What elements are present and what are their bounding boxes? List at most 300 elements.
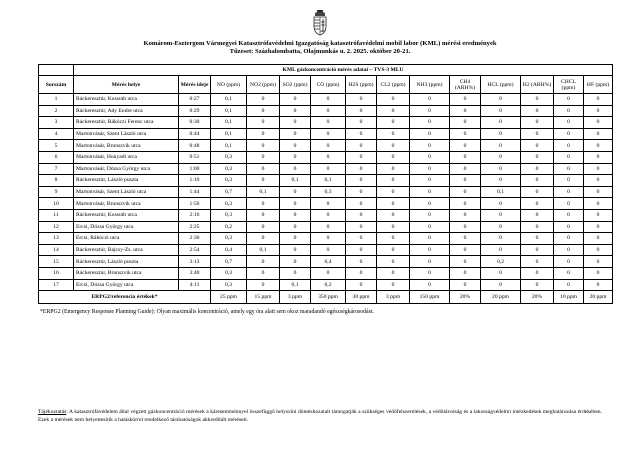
row-number: 16: [39, 267, 74, 279]
gas-value: 0: [481, 279, 521, 291]
gas-value: 0: [584, 117, 613, 129]
gas-value: 0: [554, 233, 584, 245]
gas-value: 0: [521, 198, 554, 210]
gas-value: 0: [410, 256, 450, 268]
gas-value: 0: [554, 117, 584, 129]
gas-value: 0: [280, 267, 311, 279]
gas-value: 0: [311, 128, 346, 140]
row-number: 4: [39, 128, 74, 140]
gas-value: 0: [346, 267, 377, 279]
gas-value: 0: [377, 151, 410, 163]
gas-value: 0,2: [311, 279, 346, 291]
table-corner-cell: [39, 65, 74, 76]
gas-value: 0: [584, 128, 613, 140]
gas-value: 0: [481, 128, 521, 140]
erpg-value: 20%: [521, 291, 554, 304]
measurement-time: 0:30: [179, 117, 211, 129]
erpg-label: ERPG2/referencia értékek*: [39, 291, 211, 304]
gas-value: 0: [521, 175, 554, 187]
measurement-location: Martonvásár, Dózsa György utca: [74, 163, 179, 175]
gas-value: 0: [554, 256, 584, 268]
gas-value: 0: [450, 267, 481, 279]
gas-value: 0: [584, 186, 613, 198]
row-number: 13: [39, 233, 74, 245]
gas-value: 0: [450, 105, 481, 117]
gas-value: 0: [377, 175, 410, 187]
measurement-time: 2:30: [179, 233, 211, 245]
col-header-no: NO (ppm): [211, 76, 247, 94]
gas-value: 0: [481, 233, 521, 245]
gas-value: 0: [311, 151, 346, 163]
gas-value: 0: [554, 128, 584, 140]
gas-value: 0: [247, 151, 280, 163]
table-row: [39, 256, 613, 268]
gas-value: 0: [521, 128, 554, 140]
col-header-so2: SO2 (ppm): [280, 76, 311, 94]
disclaimer: [38, 409, 602, 424]
col-header-meres-helye: Mérés helye: [74, 76, 179, 94]
row-number: 15: [39, 256, 74, 268]
gas-value: 0: [481, 244, 521, 256]
gas-value: 0: [280, 186, 311, 198]
gas-value: 0: [521, 221, 554, 233]
gas-value: 0,3: [211, 151, 247, 163]
measurement-time: 3:40: [179, 267, 211, 279]
measurement-location: Martonvásár, Szent László utca: [74, 128, 179, 140]
gas-value: 0: [481, 267, 521, 279]
table-row: [39, 140, 613, 152]
gas-value: 0: [247, 221, 280, 233]
gas-value: 0: [410, 209, 450, 221]
row-number: 14: [39, 244, 74, 256]
gas-value: 0: [584, 140, 613, 152]
gas-value: 0: [554, 209, 584, 221]
gas-value: 0: [410, 198, 450, 210]
table-row: [39, 244, 613, 256]
gas-value: 0: [450, 233, 481, 245]
gas-value: 0: [280, 117, 311, 129]
gas-value: 0: [584, 209, 613, 221]
col-header-h2: H2 (ARH%): [521, 76, 554, 94]
erpg-value: 20 ppm: [481, 291, 521, 304]
gas-value: 0: [377, 128, 410, 140]
gas-value: 0: [521, 117, 554, 129]
gas-value: 0: [280, 128, 311, 140]
gas-value: 0: [280, 94, 311, 106]
measurement-location: Martonvásár, Brunszvik utca: [74, 140, 179, 152]
gas-value: 0,3: [211, 267, 247, 279]
gas-value: 0: [247, 256, 280, 268]
table-row: [39, 279, 613, 291]
table-row: [39, 233, 613, 245]
gas-value: 0: [377, 117, 410, 129]
gas-value: 0: [377, 256, 410, 268]
gas-value: 0: [280, 163, 311, 175]
table-row: [39, 209, 613, 221]
gas-value: 0: [521, 105, 554, 117]
measurement-location: Martonvásár, Szent László utca: [74, 186, 179, 198]
measurement-time: 1:44: [179, 186, 211, 198]
measurement-time: 0:27: [179, 94, 211, 106]
gas-value: 0: [410, 244, 450, 256]
gas-value: 0: [554, 186, 584, 198]
gas-value: 0: [377, 233, 410, 245]
gas-value: 0: [346, 256, 377, 268]
gas-value: 0: [521, 186, 554, 198]
gas-value: 0: [311, 94, 346, 106]
gas-value: 0: [346, 186, 377, 198]
gas-value: 0: [311, 244, 346, 256]
report-title: Komárom-Esztergom Vármegyei Katasztrófavédelmi Igazgatóság katasztrófavédelmi mobil labor (KML) mérési eredmények: [143, 40, 497, 47]
erpg-value: 20 ppm: [584, 291, 613, 304]
measurement-time: 3:13: [179, 256, 211, 268]
gas-value: 0: [377, 198, 410, 210]
erpg-footnote: *ERPG2 (Emergency Response Planning Guide): Olyan maximális koncentráció, amely egy óra alatt sem okoz maradandó egészségkárosodást.: [40, 309, 374, 315]
gas-value: 0: [450, 244, 481, 256]
gas-value: 0: [554, 105, 584, 117]
col-header-ch4: CH4 (ARH%): [450, 76, 481, 94]
col-header-chcl: CHCL (ppm): [554, 76, 584, 94]
erpg-value: 30 ppm: [346, 291, 377, 304]
gas-value: 0: [311, 117, 346, 129]
gas-value: 0: [377, 140, 410, 152]
column-header-row: [39, 76, 613, 94]
erpg-value: 15 ppm: [247, 291, 280, 304]
gas-value: 0,3: [211, 279, 247, 291]
gas-value: 0: [584, 256, 613, 268]
gas-value: 0: [410, 175, 450, 187]
gas-value: 0: [554, 221, 584, 233]
gas-value: 0: [311, 140, 346, 152]
table-row: [39, 267, 613, 279]
gas-value: 0: [584, 94, 613, 106]
gas-value: 0: [450, 198, 481, 210]
gas-value: 0: [311, 233, 346, 245]
gas-value: 0: [521, 256, 554, 268]
row-number: 7: [39, 163, 74, 175]
gas-value: 0: [521, 267, 554, 279]
gas-value: 0: [377, 94, 410, 106]
measurement-location: Martonvásár, Brunszvik utca: [74, 198, 179, 210]
row-number: 2: [39, 105, 74, 117]
col-header-meres-ideje: Mérés ideje: [179, 76, 211, 94]
measurement-location: Ráckeresztúr, Brunszvik utca: [74, 267, 179, 279]
gas-value: 0: [481, 94, 521, 106]
gas-value: 0: [280, 233, 311, 245]
measurement-time: 0:29: [179, 105, 211, 117]
gas-value: 0: [481, 198, 521, 210]
row-number: 8: [39, 175, 74, 187]
row-number: 9: [39, 186, 74, 198]
gas-value: 0: [377, 221, 410, 233]
row-number: 11: [39, 209, 74, 221]
col-header-co: CO (ppm): [311, 76, 346, 94]
col-header-cl2: CL2 (ppm): [377, 76, 410, 94]
col-header-hf: HF (ppm): [584, 76, 613, 94]
gas-value: 0,4: [211, 244, 247, 256]
gas-value: 0,2: [211, 221, 247, 233]
gas-value: 0: [450, 186, 481, 198]
gas-value: 0: [554, 151, 584, 163]
gas-value: 0: [280, 221, 311, 233]
gas-value: 0: [584, 233, 613, 245]
row-number: 10: [39, 198, 74, 210]
erpg-value: 3 ppm: [280, 291, 311, 304]
gas-value: 0: [450, 163, 481, 175]
gas-value: 0,1: [247, 186, 280, 198]
gas-value: 0: [346, 128, 377, 140]
gas-value: 0,7: [211, 186, 247, 198]
gas-value: 0: [450, 151, 481, 163]
gas-value: 0: [521, 140, 554, 152]
measurement-time: 0:44: [179, 128, 211, 140]
gas-value: 0: [410, 117, 450, 129]
table-row: [39, 221, 613, 233]
measurement-time: 0:51: [179, 151, 211, 163]
gas-value: 0,4: [311, 256, 346, 268]
gas-value: 0: [554, 198, 584, 210]
gas-value: 0: [247, 279, 280, 291]
gas-value: 0,7: [211, 256, 247, 268]
gas-value: 0,1: [247, 244, 280, 256]
measurement-location: Ráckeresztúr, Rákóczi Ferenc utca: [74, 117, 179, 129]
gas-value: 0: [247, 140, 280, 152]
gas-value: 0: [280, 140, 311, 152]
table-row: [39, 198, 613, 210]
gas-value: 0: [410, 186, 450, 198]
gas-value: 0: [481, 117, 521, 129]
gas-value: 0,3: [211, 175, 247, 187]
gas-value: 0,1: [311, 175, 346, 187]
gas-value: 0: [521, 279, 554, 291]
erpg-value: 25 ppm: [211, 291, 247, 304]
gas-value: 0: [311, 198, 346, 210]
measurement-time: 2:25: [179, 221, 211, 233]
col-header-nh3: NH3 (ppm): [410, 76, 450, 94]
gas-value: 0: [521, 233, 554, 245]
measurement-location: Ercsi, Rákóczi utca: [74, 233, 179, 245]
report-subtitle: Tűzeset: Százhalombatta, Olajmunkás u. 2. 2025. október 20-21.: [229, 48, 411, 55]
gas-value: 0: [554, 175, 584, 187]
measurement-location: Ráckeresztúr, László puszta: [74, 175, 179, 187]
erpg-reference-row: [39, 291, 613, 304]
gas-value: 0: [450, 256, 481, 268]
gas-value: 0,1: [211, 128, 247, 140]
gas-value: 0: [247, 105, 280, 117]
gas-value: 0: [450, 140, 481, 152]
gas-value: 0,2: [481, 256, 521, 268]
col-header-sorszam: Sorszám: [39, 76, 74, 94]
erpg-value: 150 ppm: [410, 291, 450, 304]
gas-value: 0: [584, 175, 613, 187]
erpg-value: 350 ppm: [311, 291, 346, 304]
gas-value: 0: [450, 221, 481, 233]
gas-value: 0: [481, 175, 521, 187]
gas-value: 0: [584, 279, 613, 291]
gas-value: 0: [481, 140, 521, 152]
gas-value: 0: [410, 279, 450, 291]
gas-value: 0: [247, 117, 280, 129]
gas-value: 0: [346, 105, 377, 117]
gas-value: 0: [377, 267, 410, 279]
gas-value: 0: [554, 244, 584, 256]
gas-value: 0: [377, 209, 410, 221]
gas-value: 0: [346, 117, 377, 129]
disclaimer-label: Tájékoztatás: [38, 409, 67, 415]
measurement-location: Ercsi, Dózsa György utca: [74, 221, 179, 233]
gas-value: 0: [410, 267, 450, 279]
measurement-location: Ráckeresztúr, Bajcsy-Zs. utca: [74, 244, 179, 256]
gas-value: 0: [481, 151, 521, 163]
gas-value: 0: [346, 175, 377, 187]
gas-value: 0: [311, 209, 346, 221]
gas-value: 0: [247, 175, 280, 187]
gas-value: 0: [280, 209, 311, 221]
gas-value: 0: [311, 163, 346, 175]
table-row: [39, 117, 613, 129]
gas-value: 0,3: [211, 163, 247, 175]
row-number: 1: [39, 94, 74, 106]
gas-value: 0: [481, 209, 521, 221]
table-row: [39, 163, 613, 175]
gas-value: 0: [521, 94, 554, 106]
erpg-value: 20%: [450, 291, 481, 304]
row-number: 5: [39, 140, 74, 152]
measurement-time: 2:54: [179, 244, 211, 256]
gas-value: 0: [247, 128, 280, 140]
measurement-location: Martonvásár, Hunyadi utca: [74, 151, 179, 163]
measurement-location: Ráckeresztúr, László puszta: [74, 256, 179, 268]
gas-value: 0: [450, 279, 481, 291]
measurement-time: 2:16: [179, 209, 211, 221]
table-title: KML gázkoncentráció mérés adatai – TVS-3 MLU: [74, 65, 613, 76]
gas-value: 0: [280, 198, 311, 210]
gas-value: 0,1: [211, 94, 247, 106]
gas-value: 0: [311, 267, 346, 279]
gas-value: 0: [410, 151, 450, 163]
gas-value: 0: [450, 94, 481, 106]
gas-value: 0: [280, 151, 311, 163]
gas-value: 0: [346, 140, 377, 152]
gas-value: 0: [247, 94, 280, 106]
gas-value: 0: [377, 163, 410, 175]
gas-value: 0: [346, 221, 377, 233]
gas-value: 0: [410, 163, 450, 175]
gas-value: 0: [346, 163, 377, 175]
gas-value: 0: [554, 94, 584, 106]
gas-value: 0: [554, 163, 584, 175]
gas-value: 0,1: [280, 279, 311, 291]
table-row: [39, 186, 613, 198]
measurement-table: [38, 64, 613, 304]
gas-value: 0: [377, 244, 410, 256]
erpg-value: 3 ppm: [377, 291, 410, 304]
gas-value: 0: [554, 279, 584, 291]
measurement-time: 1:00: [179, 163, 211, 175]
erpg-value: 10 ppm: [554, 291, 584, 304]
gas-value: 0: [247, 163, 280, 175]
measurement-time: 0:48: [179, 140, 211, 152]
gas-value: 0: [521, 209, 554, 221]
gas-value: 0: [280, 244, 311, 256]
gas-value: 0: [410, 221, 450, 233]
gas-value: 0: [584, 198, 613, 210]
table-row: [39, 128, 613, 140]
gas-value: 0: [481, 105, 521, 117]
gas-value: 0: [450, 128, 481, 140]
gas-value: 0: [280, 105, 311, 117]
gas-value: 0,3: [211, 198, 247, 210]
gas-value: 0,3: [311, 186, 346, 198]
gas-value: 0: [280, 256, 311, 268]
gas-value: 0: [346, 94, 377, 106]
gas-value: 0: [410, 140, 450, 152]
gas-value: 0,1: [481, 186, 521, 198]
gas-value: 0: [410, 105, 450, 117]
gas-value: 0,3: [211, 233, 247, 245]
gas-value: 0: [450, 175, 481, 187]
gas-value: 0: [410, 128, 450, 140]
gas-value: 0: [346, 233, 377, 245]
row-number: 6: [39, 151, 74, 163]
gas-value: 0: [410, 233, 450, 245]
table-row: [39, 105, 613, 117]
col-header-h2s: H2S (ppm): [346, 76, 377, 94]
hungarian-coat-of-arms-icon: [312, 10, 328, 36]
gas-value: 0: [584, 221, 613, 233]
row-number: 17: [39, 279, 74, 291]
measurement-location: Ráckeresztúr, Ady Endre utca: [74, 105, 179, 117]
measurement-time: 1:10: [179, 175, 211, 187]
gas-value: 0: [377, 186, 410, 198]
gas-value: 0,3: [211, 209, 247, 221]
measurement-time: 1:56: [179, 198, 211, 210]
gas-value: 0,1: [211, 105, 247, 117]
gas-value: 0: [584, 163, 613, 175]
gas-value: 0: [346, 209, 377, 221]
gas-value: 0: [584, 105, 613, 117]
gas-value: 0: [521, 151, 554, 163]
gas-value: 0: [584, 267, 613, 279]
gas-value: 0: [481, 221, 521, 233]
row-number: 12: [39, 221, 74, 233]
gas-value: 0: [481, 163, 521, 175]
gas-value: 0: [554, 140, 584, 152]
gas-value: 0: [346, 198, 377, 210]
gas-value: 0: [247, 233, 280, 245]
gas-value: 0: [247, 209, 280, 221]
gas-value: 0: [311, 221, 346, 233]
gas-value: 0: [584, 244, 613, 256]
gas-value: 0: [311, 105, 346, 117]
table-row: [39, 94, 613, 106]
gas-value: 0,1: [211, 140, 247, 152]
gas-value: 0: [584, 151, 613, 163]
gas-value: 0: [410, 94, 450, 106]
gas-value: 0: [247, 198, 280, 210]
gas-value: 0: [377, 105, 410, 117]
gas-value: 0: [346, 244, 377, 256]
gas-value: 0: [521, 244, 554, 256]
col-header-hcl: HCL (ppm): [481, 76, 521, 94]
gas-value: 0: [247, 267, 280, 279]
gas-value: 0: [346, 151, 377, 163]
gas-value: 0: [521, 163, 554, 175]
gas-value: 0: [377, 279, 410, 291]
table-row: [39, 175, 613, 187]
measurement-location: Ercsi, Dózsa György utca: [74, 279, 179, 291]
gas-value: 0: [450, 209, 481, 221]
